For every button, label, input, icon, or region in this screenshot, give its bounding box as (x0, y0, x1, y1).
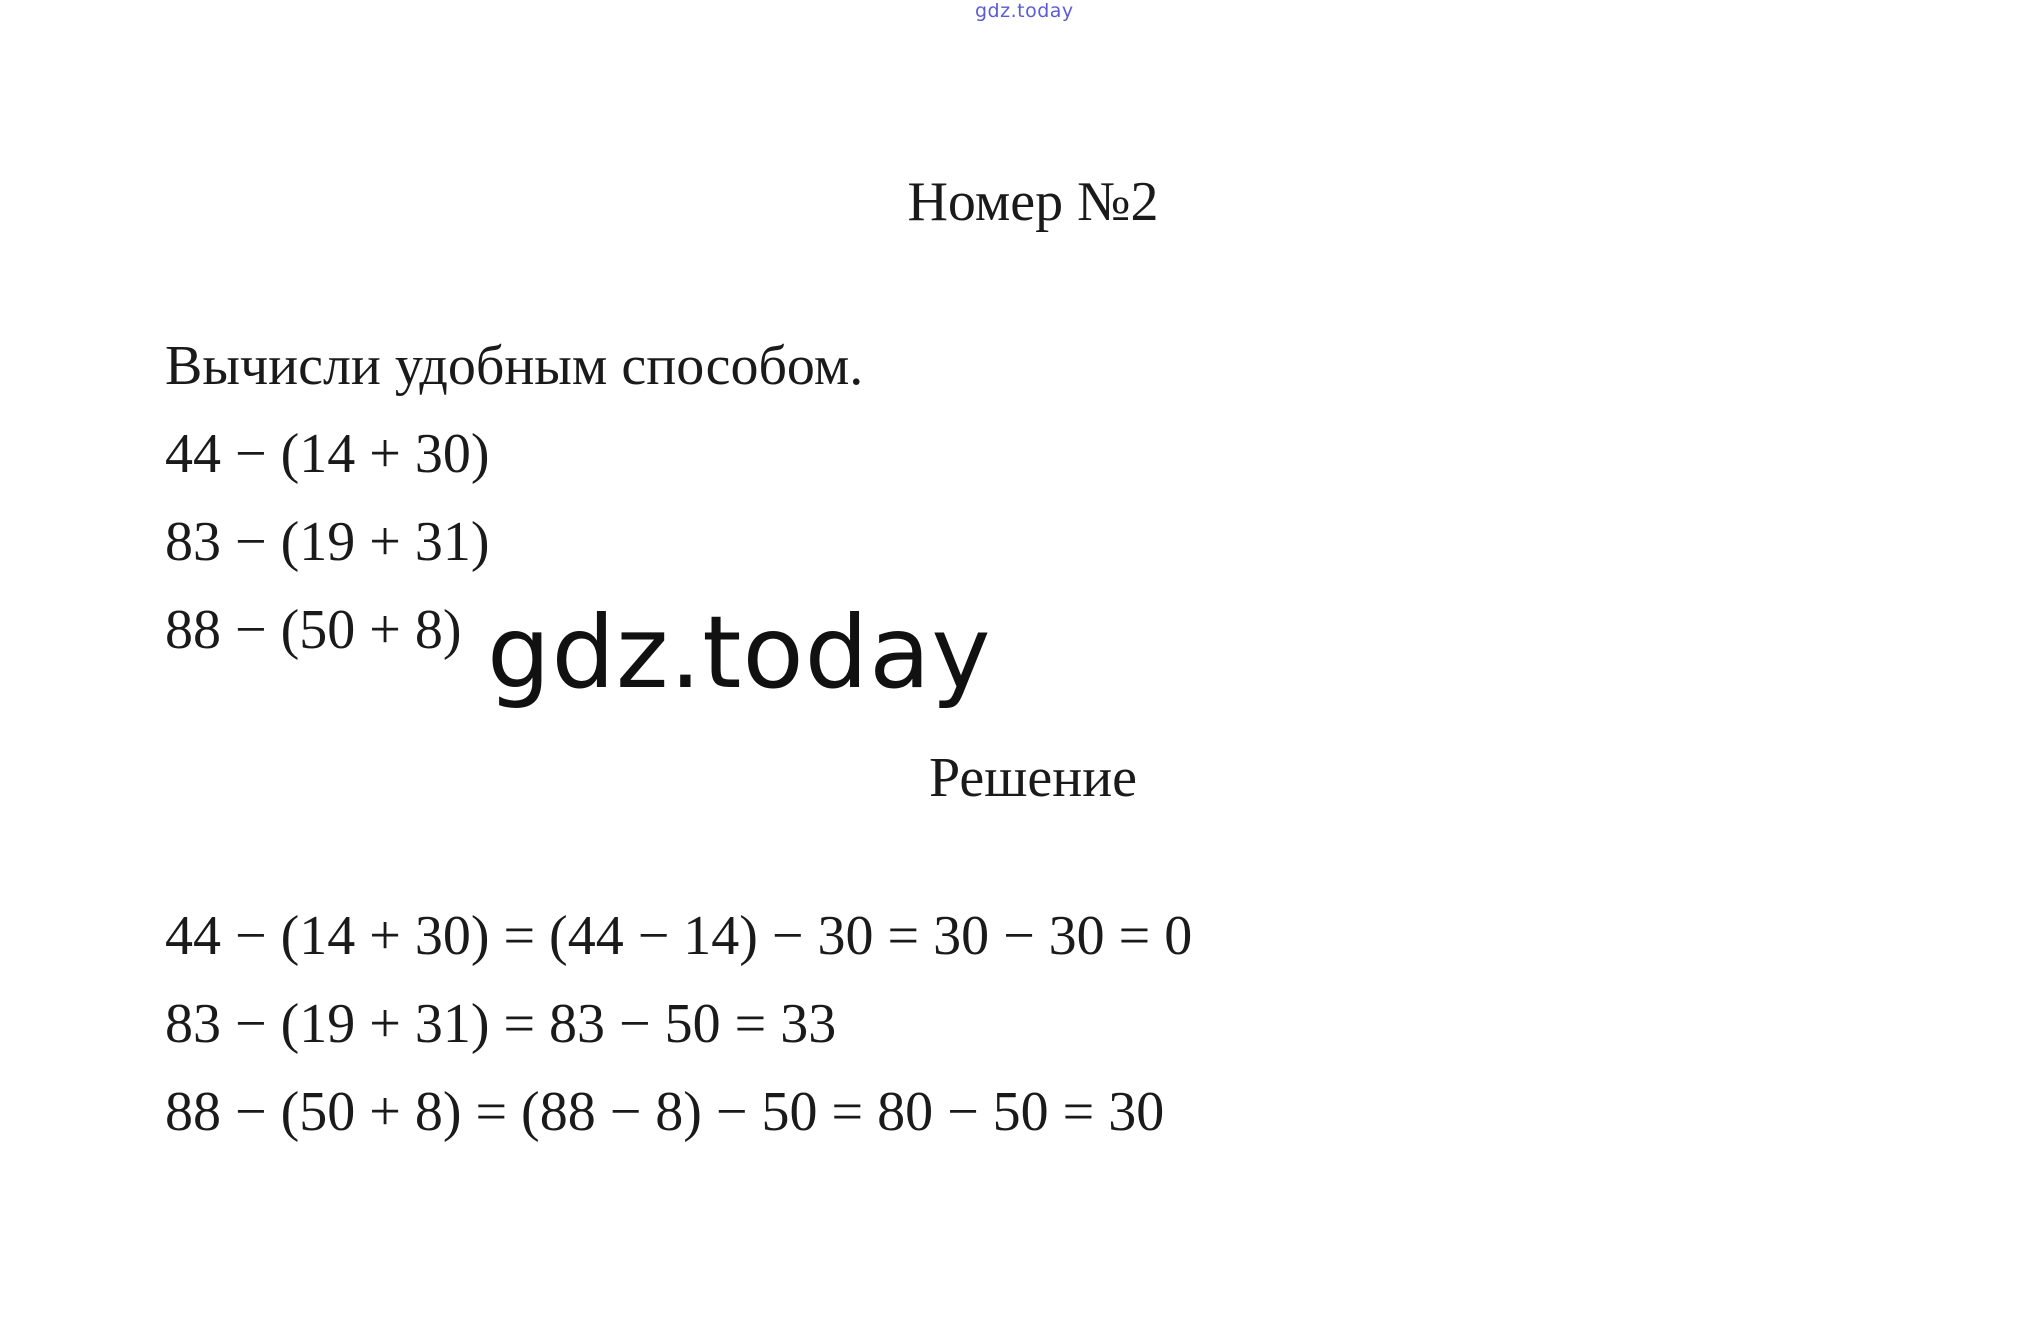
solution-line-1: 44 − (14 + 30) = (44 − 14) − 30 = 30 − 30 = 0 (165, 905, 1193, 967)
solution-line-3: 88 − (50 + 8) = (88 − 8) − 50 = 80 − 50 = 30 (165, 1081, 1165, 1143)
task-instruction: Вычисли удобным способом. (165, 335, 864, 397)
page-title: Номер №2 (907, 171, 1159, 233)
watermark-top: gdz.today (975, 0, 1074, 22)
solution-block (165, 892, 1192, 1156)
task-expression-3: 88 − (50 + 8) (165, 599, 462, 661)
task-expression-2: 83 − (19 + 31) (165, 511, 490, 573)
solution-line-2: 83 − (19 + 31) = 83 − 50 = 33 (165, 993, 837, 1055)
task-expression-1: 44 − (14 + 30) (165, 423, 490, 485)
solution-title: Решение (928, 747, 1138, 809)
watermark-center: gdz.today (487, 594, 992, 711)
